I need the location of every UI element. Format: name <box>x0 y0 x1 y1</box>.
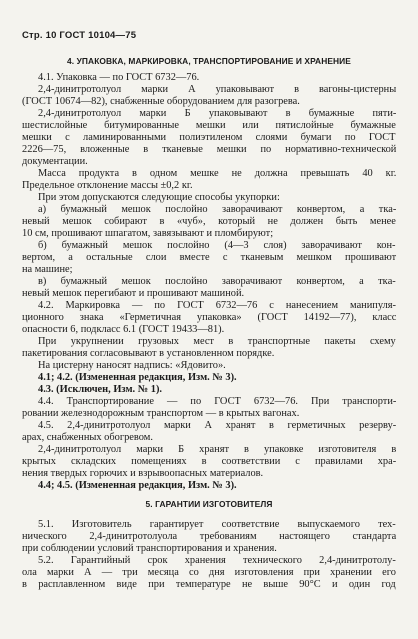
text-line: невый мешок перегибают и прошивают машиной. <box>22 288 245 299</box>
text-line: в) бумажный мешок послойно заворачивают конвертом, а ткa- <box>38 276 396 287</box>
text-line: шестислойные битумированные мешки или пятислойные бумажные <box>22 120 396 131</box>
text-line: (ГОСТ 10674—82), снабженные оборудованием для разогрева. <box>22 96 300 107</box>
text-line: б) бумажный мешок послойно (4—3 слоя) заворачивают кон- <box>38 240 396 251</box>
text-line: Масса продукта в одном мешке не должна превышать 40 кг. <box>38 168 397 179</box>
text-line: ола марки А — три месяца со дня изготовления при хранении его <box>22 567 396 578</box>
text-line: 2,4-динитротолуол марки Б хранят в упаковке изготовителя в <box>38 444 397 455</box>
text-line: 5.1. Изготовитель гарантирует соответствие выпускаемого тех- <box>38 519 396 530</box>
text-line: При укрупнении грузовых мест в транспортные пакеты схему <box>38 336 396 347</box>
text-line: крытых складских помещениях в соответствии с правилами хра- <box>22 456 397 467</box>
text-line: 4.5. 2,4-динитротолуол марки А хранят в герметичных резерву- <box>38 420 397 431</box>
text-line: ционного знака «Герметичная упаковка» (ГОСТ 14192—77), класс <box>22 312 397 323</box>
text-line: 5.2. Гарантийный срок хранения технического 2,4-динитротолу- <box>38 555 396 566</box>
text-line: опасности 6, подкласс 6.1 (ГОСТ 19433—81). <box>22 324 225 335</box>
text-line: в расплавленном виде при температуре не выше 90°С и один год <box>22 579 396 590</box>
text-line: 2226—75, вложенные в тканевые мешки по нормативно-технической <box>22 144 397 155</box>
text-line: при соблюдении условий транспортирования и хранения. <box>22 543 277 554</box>
text-line: ровании железнодорожным транспортом — в крытых вагонах. <box>22 408 300 419</box>
text-line: на машине; <box>22 264 73 275</box>
text-line: 4.2. Маркировка — по ГОСТ 6732—76 с нанесением манипуля- <box>38 300 397 311</box>
text-line: 4.4. Транспортирование — по ГОСТ 6732—76. При транспорти- <box>38 396 397 407</box>
section-4-title: 4. УПАКОВКА, МАРКИРОВКА, ТРАНСПОРТИРОВАНИЕ И ХРАНЕНИЕ <box>67 56 351 66</box>
text-line: Предельное отклонение массы ±0,2 кг. <box>22 180 193 191</box>
page-header: Стр. 10 ГОСТ 10104—75 <box>22 30 137 41</box>
text-line: пакетирования согласовывают в установленном порядке. <box>22 348 275 359</box>
text-line: нения твердых горючих и взрывоопасных материалов. <box>22 468 264 479</box>
text-line: нического 2,4-динитротолуола требованиям настоящего стандарта <box>22 531 397 542</box>
section-5-title: 5. ГАРАНТИИ ИЗГОТОВИТЕЛЯ <box>145 499 273 509</box>
text-line: 4.4; 4.5. (Измененная редакция, Изм. № 3). <box>38 480 237 491</box>
text-line: вертом, а остальные слои вместе с тканевым мешком прошивают <box>22 252 397 263</box>
text-line: 10 см, прошивают шпагатом, завязывают и пломбируют; <box>22 228 274 239</box>
text-line: 2,4-динитротолуол марки Б упаковывают в бумажные пяти- <box>38 108 397 119</box>
text-line: 4.1; 4.2. (Измененная редакция, Изм. № 3). <box>38 372 237 383</box>
text-line: мешки с ламинированными полиэтиленом слоями бумаги по ГОСТ <box>22 132 396 143</box>
text-line: При этом допускаются следующие способы укупорки: <box>38 192 280 203</box>
text-line: На цистерну наносят надпись: «Ядовито». <box>38 360 226 371</box>
text-line: 4.1. Упаковка — по ГОСТ 6732—76. <box>38 72 200 83</box>
text-line: а) бумажный мешок послойно заворачивают конвертом, а тка- <box>38 204 397 215</box>
text-line: документации. <box>22 156 88 167</box>
text-line: 2,4-динитротолуол марки А упаковывают в вагоны-цистерны <box>38 84 397 95</box>
text-line: арах, снабженных обогревом. <box>22 432 153 443</box>
text-line: 4.3. (Исключен, Изм. № 1). <box>38 384 163 395</box>
text-line: невый мешок собирают в «чуб», который не должен быть менее <box>22 216 396 227</box>
